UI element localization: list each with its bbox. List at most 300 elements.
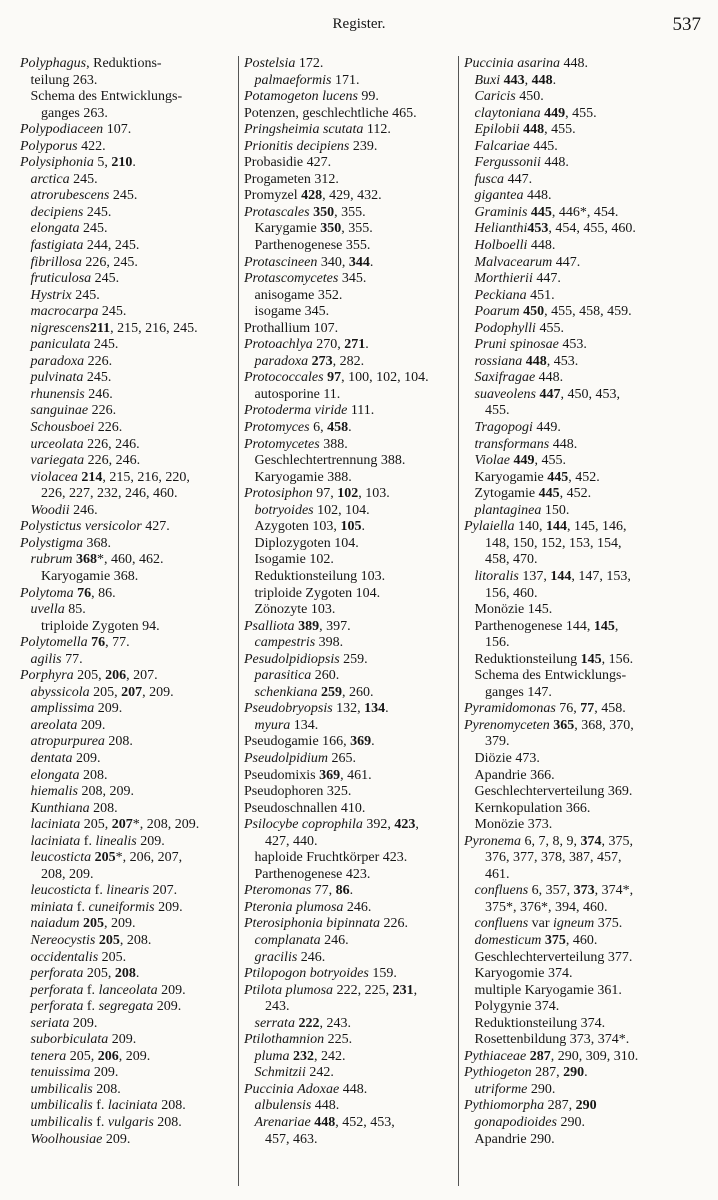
entry-text: , 209. <box>118 1048 151 1064</box>
index-entry <box>464 668 700 685</box>
entry-text: leucosticta <box>20 850 92 866</box>
entry-text: anisogame 352. <box>244 287 343 303</box>
index-entry <box>464 205 700 222</box>
entry-text: . <box>365 337 369 353</box>
entry-text: Psalliota <box>244 618 295 634</box>
index-entry <box>464 569 700 586</box>
entry-text: 449 <box>513 453 535 469</box>
index-entry <box>244 221 456 238</box>
index-entry <box>20 751 234 768</box>
entry-text: , 375, <box>601 833 634 849</box>
entry-text: Protascomycetes <box>244 271 339 287</box>
entry-text: Parthenogenese 355. <box>244 238 371 254</box>
entry-text: occidentalis <box>20 949 99 965</box>
index-entry <box>464 453 700 470</box>
entry-text: Zytogamie <box>464 486 539 502</box>
entry-text: utriforme <box>464 1081 528 1097</box>
entry-text: Protoderma viride <box>244 403 348 419</box>
entry-text: cuneiformis <box>88 899 155 915</box>
entry-text: 461. <box>464 866 510 882</box>
entry-text: campestris <box>244 635 316 651</box>
index-entry <box>244 519 456 536</box>
entry-text: Podophylli <box>464 320 536 336</box>
entry-text: , <box>413 982 418 998</box>
entry-text: 427, 440. <box>244 833 318 849</box>
entry-text: 76 <box>91 635 106 651</box>
entry-text: 448. <box>540 155 569 171</box>
index-entry <box>244 420 456 437</box>
index-entry <box>244 801 456 818</box>
entry-text: 290. <box>527 1081 556 1097</box>
index-entry <box>464 89 700 106</box>
index-entry <box>464 1032 700 1049</box>
index-entry <box>244 255 456 272</box>
entry-text: Ptilopogon botryoides <box>244 966 369 982</box>
entry-text: 205, <box>83 966 115 982</box>
index-entry <box>20 1016 234 1033</box>
entry-text: laciniata <box>20 833 81 849</box>
index-entry <box>244 238 456 255</box>
entry-text: , 145, 146, <box>567 519 627 535</box>
index-entry <box>20 486 234 503</box>
entry-text: 226. <box>94 420 123 436</box>
entry-text: perforata <box>20 999 84 1015</box>
index-entry <box>464 933 700 950</box>
entry-text: . <box>132 155 136 171</box>
entry-text: naiadum <box>20 916 80 932</box>
index-entry <box>464 801 700 818</box>
index-entry <box>20 420 234 437</box>
entry-text: , 455. <box>565 105 597 121</box>
index-entry <box>20 73 234 90</box>
entry-text: f. <box>92 1115 108 1130</box>
index-entry <box>464 519 700 536</box>
entry-text: 344 <box>348 254 370 270</box>
entry-text: 379. <box>464 734 510 750</box>
entry-text: vulgaris <box>107 1115 154 1130</box>
entry-text: Isogamie 102. <box>244 552 334 568</box>
entry-text: 205, <box>80 817 112 833</box>
entry-text: Pyronema <box>464 833 522 849</box>
entry-text: perforata <box>20 982 84 998</box>
entry-text: 290. <box>556 1115 585 1130</box>
index-entry <box>464 900 700 917</box>
index-entry <box>20 453 234 470</box>
index-entry <box>20 238 234 255</box>
entry-text: 373 <box>573 883 595 899</box>
entry-text: Holboelli <box>464 238 528 254</box>
entry-text: Saxifragae <box>464 370 536 386</box>
entry-text: , 260. <box>341 684 374 700</box>
entry-text: 145 <box>593 618 615 634</box>
entry-text: 350 <box>320 221 342 237</box>
index-entry <box>464 73 700 90</box>
entry-text: , 450, 453, <box>560 386 620 402</box>
entry-text: Prothallium 107. <box>244 320 339 336</box>
entry-text: , 460. <box>565 932 598 948</box>
entry-text: 273 <box>311 353 333 369</box>
entry-text: Monözie 373. <box>464 817 553 833</box>
entry-text: Geschlechtertrennung 388. <box>244 453 406 469</box>
entry-text: confluens <box>464 883 529 899</box>
entry-text: 271 <box>344 337 366 353</box>
entry-text: 209. <box>136 833 165 849</box>
entry-text: gracilis <box>244 949 298 965</box>
index-entry <box>464 983 700 1000</box>
entry-text: 206 <box>105 668 127 684</box>
entry-text: , 215, 216, 245. <box>110 320 198 336</box>
index-entry <box>244 817 456 834</box>
entry-text: 85. <box>64 602 86 618</box>
entry-text: 290 <box>575 1098 597 1114</box>
entry-text: 209. <box>157 982 186 998</box>
entry-text: 226. <box>84 353 113 369</box>
entry-text: 208 <box>114 966 136 982</box>
entry-text: , 208. <box>119 932 152 948</box>
index-entry <box>20 784 234 801</box>
entry-text: Reduktionsteilung 103. <box>244 568 386 584</box>
index-entry <box>244 536 456 553</box>
entry-text: 171. <box>331 72 360 88</box>
entry-text: 368 <box>76 552 98 568</box>
entry-text: Potenzen, geschlechtliche 465. <box>244 105 417 121</box>
entry-text: segregata <box>98 999 154 1015</box>
entry-text: 245. <box>91 271 120 287</box>
entry-text: gigantea <box>464 188 524 204</box>
entry-text: albulensis <box>244 1098 312 1114</box>
entry-text: Caricis <box>464 89 516 105</box>
entry-text: urceolata <box>20 436 84 452</box>
index-entry <box>20 221 234 238</box>
entry-text: . <box>348 420 352 436</box>
entry-text: Polysiphonia <box>20 155 94 171</box>
entry-text: 447. <box>504 171 533 187</box>
entry-text: , 455. <box>534 453 567 469</box>
entry-text: Pseudomixis <box>244 767 320 783</box>
entry-text: , 209. <box>104 916 136 932</box>
entry-text: , 452. <box>559 486 592 502</box>
index-entry <box>464 155 700 172</box>
entry-text: 287 <box>529 1048 551 1064</box>
entry-text: , 77. <box>105 635 130 651</box>
index-entry <box>464 999 700 1016</box>
column-divider <box>238 56 239 1186</box>
entry-text: 453. <box>558 337 587 353</box>
entry-text: 156. <box>464 635 510 651</box>
entry-text: , <box>415 817 419 833</box>
index-entry <box>244 453 456 470</box>
index-entry <box>20 602 234 619</box>
entry-text: Polyporus <box>20 138 78 154</box>
entry-text: elongata <box>20 221 80 237</box>
entry-text: 226, 246. <box>83 436 140 452</box>
entry-text: 208, 209. <box>20 866 94 882</box>
index-entry <box>464 652 700 669</box>
index-entry <box>20 205 234 222</box>
entry-text: Protascales <box>244 204 310 220</box>
entry-text: 375. <box>594 916 623 932</box>
entry-text: 245. <box>71 287 100 303</box>
entry-text: 448. <box>311 1098 340 1114</box>
entry-text: 208, 209. <box>77 784 134 800</box>
entry-text: 222, 225, <box>333 982 393 998</box>
entry-text: 239. <box>349 138 378 154</box>
entry-text: amplissima <box>20 701 95 717</box>
entry-text: 245. <box>83 370 112 386</box>
entry-text: Postelsia <box>244 56 296 71</box>
index-entry <box>464 106 700 123</box>
entry-text: 205 <box>98 932 120 948</box>
entry-text: leucosticta <box>20 883 92 899</box>
entry-text: , 461. <box>340 767 372 783</box>
entry-text: Rosettenbildung 373, 374*. <box>464 1032 630 1048</box>
entry-text: Protomyces <box>244 420 310 436</box>
entry-text: 445 <box>530 204 552 220</box>
entry-text: , 397. <box>319 618 351 634</box>
entry-text: , 355. <box>334 204 366 220</box>
index-entry <box>244 734 456 751</box>
index-entry <box>244 1032 456 1049</box>
entry-text: , <box>524 72 532 88</box>
entry-text: claytoniana <box>464 105 541 121</box>
entry-text: Zönozyte 103. <box>244 602 336 618</box>
index-entry <box>464 619 700 636</box>
index-entry <box>464 916 700 933</box>
entry-text: triploide Zygoten 94. <box>20 618 160 634</box>
index-entry <box>20 519 234 536</box>
entry-text: Schema des Entwicklungs- <box>20 89 183 105</box>
page-header <box>0 12 718 38</box>
entry-text: areolata <box>20 717 78 733</box>
entry-text: Kunthiana <box>20 800 90 816</box>
entry-text: confluens <box>464 916 529 932</box>
entry-text: 148, 150, 152, 153, 154, <box>464 535 622 551</box>
entry-text: tenuissima <box>20 1065 91 1081</box>
index-entry <box>20 883 234 900</box>
index-entry <box>20 536 234 553</box>
entry-text: fastigiata <box>20 238 84 254</box>
entry-text: var <box>528 916 554 932</box>
entry-text: 6, 357, <box>528 883 574 899</box>
entry-text: dentata <box>20 750 73 766</box>
index-entry <box>244 966 456 983</box>
entry-text: 246. <box>69 502 98 518</box>
entry-text: Pteronia plumosa <box>244 899 344 915</box>
entry-text: 245. <box>90 337 119 353</box>
entry-text: perforata <box>20 966 84 982</box>
entry-text: 287, <box>531 1065 564 1081</box>
entry-text: 102 <box>337 486 359 502</box>
entry-text: Pseudobryopsis <box>244 701 333 717</box>
index-column-2 <box>244 56 456 1148</box>
entry-text: , 429, 432. <box>322 188 382 204</box>
entry-text: palmaeformis <box>244 72 332 88</box>
entry-text: 77 <box>580 701 595 717</box>
index-entry <box>244 569 456 586</box>
index-entry <box>244 602 456 619</box>
entry-text: paradoxa <box>20 353 85 369</box>
index-entry <box>464 1049 700 1066</box>
column-divider <box>458 56 459 1186</box>
entry-text: 450 <box>523 304 545 320</box>
index-entry <box>20 801 234 818</box>
entry-text: 368. <box>83 535 111 551</box>
index-entry <box>20 966 234 983</box>
entry-text: elongata <box>20 767 80 783</box>
entry-text: 392, <box>362 817 395 833</box>
index-entry <box>244 850 456 867</box>
entry-text: 447. <box>532 271 561 287</box>
index-entry <box>20 983 234 1000</box>
entry-text: seriata <box>20 1015 70 1031</box>
index-entry <box>20 139 234 156</box>
entry-text: 448. <box>560 56 589 71</box>
entry-text: , 368, 370, <box>574 717 634 733</box>
entry-text: . <box>552 72 557 88</box>
entry-text: paniculata <box>20 337 91 353</box>
entry-text: 345. <box>338 271 367 287</box>
index-entry <box>20 1082 234 1099</box>
index-entry <box>20 271 234 288</box>
entry-text: Karygamie <box>244 221 321 237</box>
entry-text: *, 208, 209. <box>132 817 200 833</box>
entry-text: 451. <box>526 287 555 303</box>
entry-text: 265. <box>328 750 356 766</box>
index-entry <box>244 89 456 106</box>
index-entry <box>244 56 456 73</box>
entry-text: complanata <box>244 932 321 948</box>
entry-text: triploide Zygoten 104. <box>244 585 381 601</box>
index-entry <box>244 1049 456 1066</box>
entry-text: 159. <box>368 966 397 982</box>
index-entry <box>464 56 700 73</box>
entry-text: 210 <box>111 155 133 171</box>
entry-text: 244, 245. <box>83 238 140 254</box>
entry-text: 270, <box>312 337 345 353</box>
index-entry <box>244 139 456 156</box>
index-entry <box>464 470 700 487</box>
index-entry <box>20 1115 234 1132</box>
entry-text: nigrescens <box>20 320 90 336</box>
index-entry <box>244 271 456 288</box>
entry-text: 389 <box>298 618 320 634</box>
index-entry <box>464 337 700 354</box>
entry-text: 86 <box>335 883 350 899</box>
entry-text: Potamogeton lucens <box>244 89 358 105</box>
index-entry <box>464 486 700 503</box>
entry-text: 445 <box>547 469 569 485</box>
index-entry <box>20 668 234 685</box>
entry-text: 243. <box>244 999 290 1015</box>
entry-text: 150. <box>541 502 570 518</box>
index-entry <box>20 403 234 420</box>
index-entry <box>20 817 234 834</box>
index-entry <box>244 784 456 801</box>
entry-text: Promyzel <box>244 188 302 204</box>
entry-text: Pseudophoren 325. <box>244 784 352 800</box>
entry-text: atropurpurea <box>20 734 105 750</box>
index-entry <box>464 122 700 139</box>
index-entry <box>20 337 234 354</box>
index-entry <box>244 288 456 305</box>
entry-text: , Reduktions- <box>86 56 162 71</box>
entry-text: 97, <box>312 486 338 502</box>
entry-text: suborbiculata <box>20 1032 109 1048</box>
index-entry <box>464 221 700 238</box>
index-entry <box>244 1132 456 1149</box>
entry-text: 376, 377, 378, 387, 457, <box>464 850 622 866</box>
index-entry <box>464 321 700 338</box>
entry-text: schenkiana <box>244 684 318 700</box>
index-entry <box>464 437 700 454</box>
index-entry <box>244 403 456 420</box>
entry-text: 365 <box>553 717 575 733</box>
index-entry <box>244 337 456 354</box>
entry-text: Puccinia asarina <box>464 56 561 71</box>
index-entry <box>464 817 700 834</box>
entry-text: 246. <box>320 932 349 948</box>
entry-text: Peckiana <box>464 287 527 303</box>
index-entry <box>464 768 700 785</box>
entry-text: 207 <box>121 684 143 700</box>
index-entry <box>244 387 456 404</box>
index-entry <box>20 834 234 851</box>
index-entry <box>244 619 456 636</box>
entry-text: 226. <box>379 916 408 932</box>
entry-text: abyssicola <box>20 684 90 700</box>
entry-text: laciniata <box>20 817 81 833</box>
entry-text: *, 460, 462. <box>97 552 164 568</box>
entry-text: linealis <box>95 833 137 849</box>
entry-text: rubrum <box>20 552 73 568</box>
entry-text: . <box>135 966 140 982</box>
entry-text: Ptilothamnion <box>244 1032 325 1048</box>
index-entry <box>464 1065 700 1082</box>
index-entry <box>20 1065 234 1082</box>
index-entry <box>244 933 456 950</box>
index-entry <box>464 751 700 768</box>
entry-text: Karyogamie 388. <box>244 469 352 485</box>
entry-text: 144 <box>546 519 568 535</box>
entry-text: uvella <box>20 602 65 618</box>
index-entry <box>244 73 456 90</box>
entry-text: , 103. <box>358 486 390 502</box>
index-entry <box>244 205 456 222</box>
index-entry <box>464 966 700 983</box>
entry-text: 207 <box>111 817 133 833</box>
entry-text: , 209. <box>142 684 174 700</box>
entry-text: Pseudogamie 166, <box>244 734 351 750</box>
entry-text: Polystictus versicolor <box>20 519 142 535</box>
index-entry <box>464 354 700 371</box>
index-entry <box>464 238 700 255</box>
entry-text: , 374*, <box>594 883 634 899</box>
index-entry <box>464 552 700 569</box>
entry-text: laciniata <box>107 1098 158 1114</box>
entry-text: 209. <box>102 1131 131 1147</box>
entry-text: 172. <box>295 56 324 71</box>
entry-text: 443 <box>503 72 525 88</box>
index-entry <box>20 999 234 1016</box>
index-entry <box>20 155 234 172</box>
index-entry <box>464 685 700 702</box>
index-entry <box>20 172 234 189</box>
entry-text: 448. <box>535 370 564 386</box>
entry-text: , 243. <box>319 1015 351 1031</box>
entry-text: 448. <box>527 238 556 254</box>
index-entry <box>244 470 456 487</box>
entry-text: 144 <box>550 568 572 584</box>
